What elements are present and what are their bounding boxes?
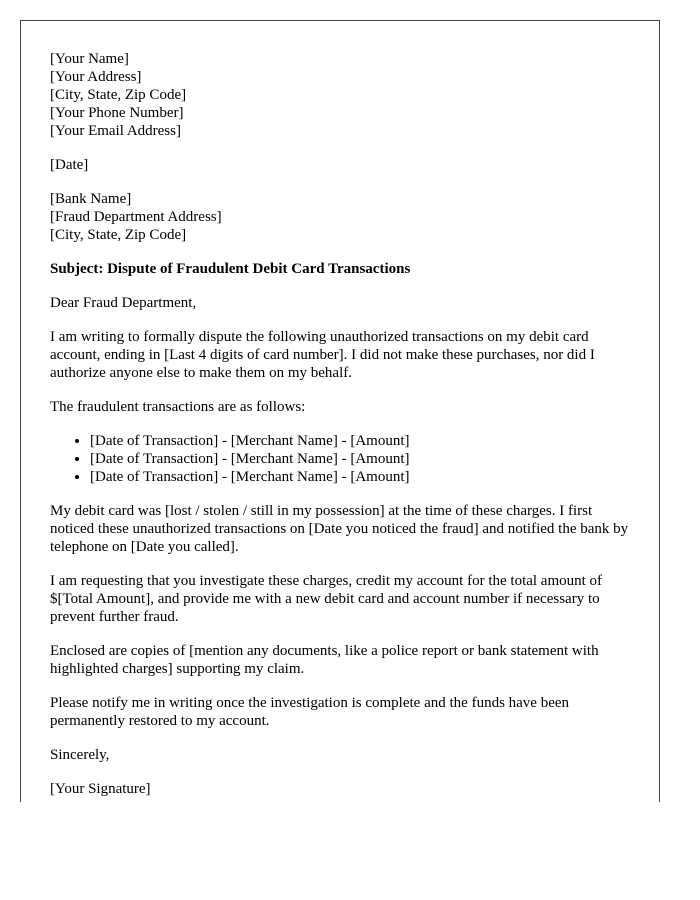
request-paragraph: I am requesting that you investigate these charges, credit my account for the total amount of $[Total Amount], and provide me with a new debit card and account number if necessary to prevent further fraud.	[50, 573, 603, 625]
recipient-city-state-zip: [City, State, Zip Code]	[50, 227, 187, 243]
list-item: • [Date of Transaction] - [Merchant Name] - [Amount]	[90, 450, 635, 468]
salutation: Dear Fraud Department,	[50, 295, 197, 311]
intro-paragraph: I am writing to formally dispute the following unauthorized transactions on my debit card account, ending in [Last 4 digits of card number]. I did not make these purchases, nor did I authorize anyone else to make them on my behalf.	[50, 329, 595, 381]
sender-email: [Your Email Address]	[50, 123, 181, 139]
date-line: [Date]	[50, 157, 89, 173]
list-item: • [Date of Transaction] - [Merchant Name] - [Amount]	[90, 432, 635, 450]
sender-block	[50, 50, 635, 140]
list-item: • [Date of Transaction] - [Merchant Name] - [Amount]	[90, 468, 635, 486]
letter-page	[20, 20, 660, 802]
sender-address: [Your Address]	[50, 69, 142, 85]
recipient-department-address: [Fraud Department Address]	[50, 209, 222, 225]
sender-name: [Your Name]	[50, 51, 129, 67]
letter-content	[50, 50, 635, 798]
card-status-paragraph: My debit card was [lost / stolen / still in my possession] at the time of these charges. I first noticed these unauthorized transactions on [Date you noticed the fraud] and notified the bank by telephone on [Date you called].	[50, 503, 629, 555]
closing: Sincerely,	[50, 747, 110, 763]
notify-paragraph: Please notify me in writing once the investigation is complete and the funds have been permanently restored to my account.	[50, 695, 570, 729]
transactions-intro: The fraudulent transactions are as follows:	[50, 399, 306, 415]
subject-line: Subject: Dispute of Fraudulent Debit Card Transactions	[50, 261, 411, 277]
recipient-block	[50, 190, 635, 244]
enclosures-paragraph: Enclosed are copies of [mention any documents, like a police report or bank statement with highlighted charges] supporting my claim.	[50, 643, 599, 677]
recipient-bank-name: [Bank Name]	[50, 191, 132, 207]
transactions-list	[50, 432, 635, 486]
sender-phone: [Your Phone Number]	[50, 105, 184, 121]
signature: [Your Signature]	[50, 781, 151, 797]
sender-city-state-zip: [City, State, Zip Code]	[50, 87, 187, 103]
